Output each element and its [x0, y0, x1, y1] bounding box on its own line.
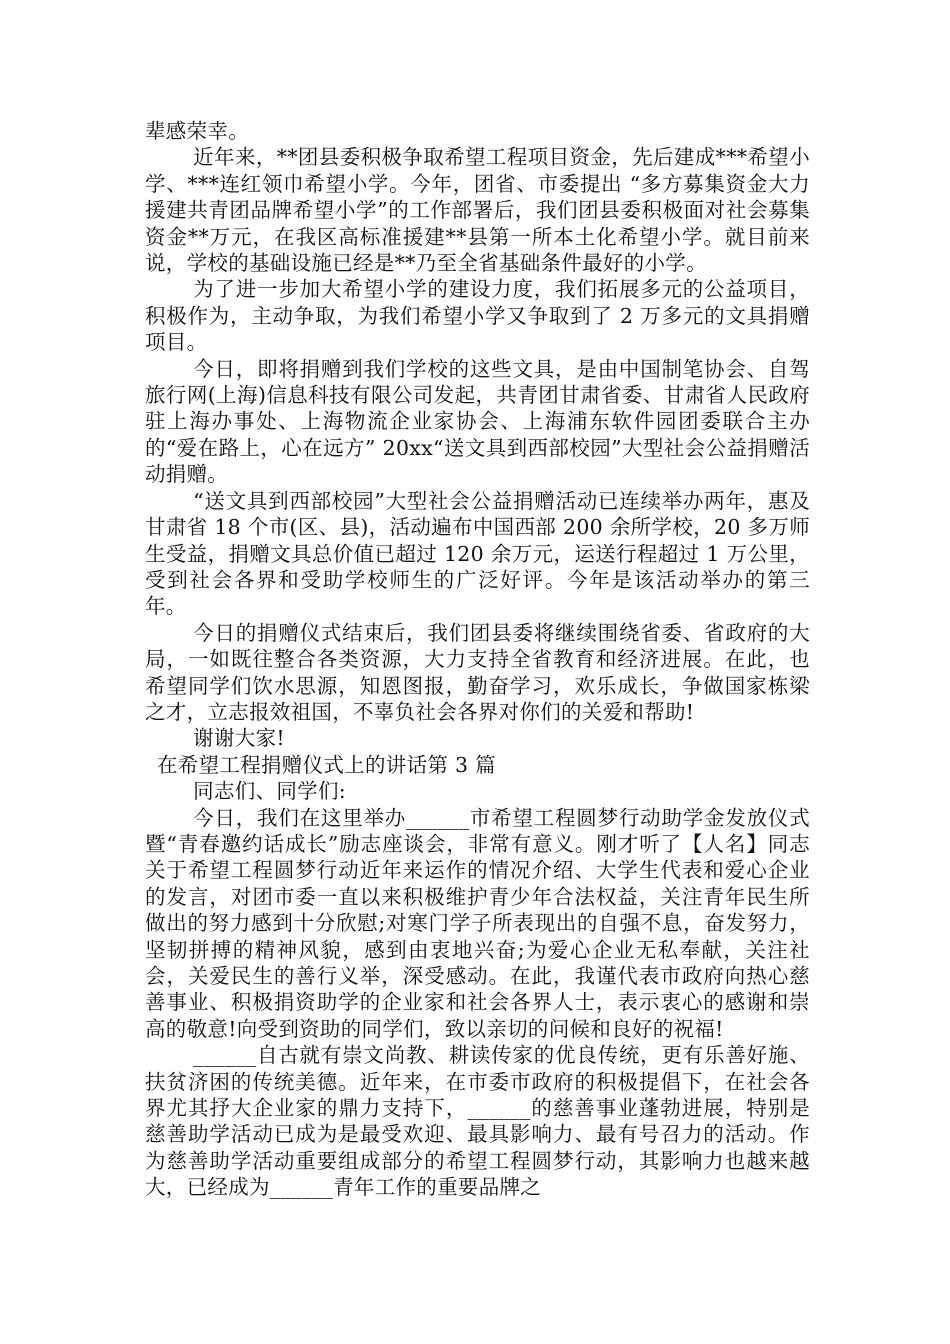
- paragraph: 同志们、同学们:: [193, 779, 346, 804]
- paragraph: 为了进一步加大希望小学的建设力度，我们拓展多元的公益项目，积极作为，主动争取，为我们希望小学又争取到了 2 万多元的文具捐赠项目。: [145, 277, 810, 355]
- paragraph: 今日的捐赠仪式结束后，我们团县委将继续围绕省委、省政府的大局，一如既往整合各类资源，大力支持全省教育和经济进展。在此，也希望同学们饮水思源，知恩图报，勤奋学习，欢乐成长，争做国家栋梁之才，立志报效祖国，不辜负社会各界对你们的关爱和帮助!: [145, 620, 810, 724]
- paragraph: 今日，我们在这里举办______市希望工程圆梦行动助学金发放仪式暨“青春邀约话成长”励志座谈会，非常有意义。刚才听了【人名】同志关于希望工程圆梦行动近年来运作的情况介绍、大学生代表和爱心企业的发言，对团市委一直以来积极维护青少年合法权益，关注青年民生所做出的努力感到十分欣慰;对寒门学子所表现出的自强不息，奋发努力，坚韧拼搏的精神风貌，感到由衷地兴奋;为爱心企业无私奉献，关注社会，关爱民生的善行义举，深受感动。在此，我谨代表市政府向热心慈善事业、积极捐资助学的企业家和社会各界人士，表示衷心的感谢和崇高的敬意!向受到资助的同学们，致以亲切的问候和良好的祝福!: [145, 805, 810, 1041]
- document-page: [145, 118, 810, 1201]
- paragraph: 今日，即将捐赠到我们学校的这些文具，是由中国制笔协会、自驾旅行网(上海)信息科技有限公司发起，共青团甘肃省委、甘肃省人民政府驻上海办事处、上海物流企业家协会、上海浦东软件园团委联合主办的“爱在路上，心在远方” 20xx“送文具到西部校园”大型社会公益捐赠活动捐赠。: [145, 356, 810, 487]
- section-title: 在希望工程捐赠仪式上的讲话第 3 篇: [157, 752, 496, 777]
- paragraph: 近年来，**团县委积极争取希望工程项目资金，先后建成***希望小学、***连红领巾希望小学。今年，团省、市委提出 “多方募集资金大力援建共青团品牌希望小学”的工作部署后，我们团县委积极面对社会募集资金**万元，在我区高标准援建**县第一所本土化希望小学。就目前来说，学校的基础设施已经是**乃至全省基础条件最好的小学。: [145, 145, 810, 276]
- paragraph: ______自古就有崇文尚教、耕读传家的优良传统，更有乐善好施、扶贫济困的传统美德。近年来，在市委市政府的积极提倡下，在社会各界尤其抒大企业家的鼎力支持下，______的慈善事业蓬勃进展，特别是慈善助学活动已成为是最受欢迎、最具影响力、最有号召力的活动。作为慈善助学活动重要组成部分的希望工程圆梦行动，其影响力也越来越大，已经成为______青年工作的重要品牌之: [145, 1043, 810, 1200]
- paragraph: 谢谢大家!: [193, 726, 285, 751]
- paragraph: “送文具到西部校园”大型社会公益捐赠活动已连续举办两年，惠及甘肃省 18 个市(区、县)，活动遍布中国西部 200 余所学校，20 多万师生受益，捐赠文具总价值已超过 120 余万元，运送行程超过 1 万公里，受到社会各界和受助学校师生的广泛好评。今年是该活动举办的第三年。: [145, 488, 810, 619]
- paragraph: 辈感荣幸。: [145, 119, 249, 143]
